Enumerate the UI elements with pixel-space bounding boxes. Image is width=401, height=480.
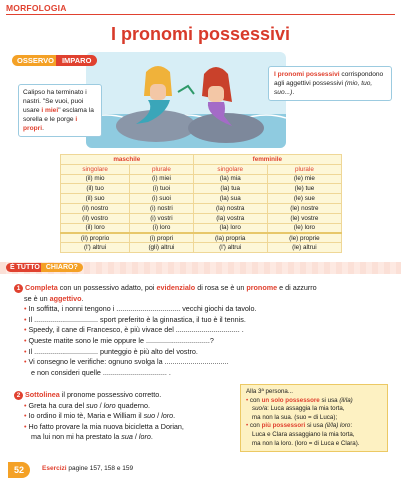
option-a[interactable]: sua: [121, 432, 133, 442]
rule-text: si usa: [319, 396, 340, 404]
table-row: [61, 194, 342, 204]
header-masculine: maschile: [61, 155, 194, 165]
rule-form: (il/la): [339, 396, 353, 404]
header-feminine: femminile: [193, 155, 341, 165]
table-cell: (i) propri: [130, 233, 193, 243]
list-item: • Greta ha cura del suo / loro quaderno.: [24, 400, 151, 410]
item-text: Queste matite sono le mie oppure le ................................?: [28, 335, 214, 345]
rule-line: Luca e Clara assaggiano la mia torta,: [252, 430, 355, 438]
header-singular: singolare: [61, 164, 130, 174]
note-left-text-2: " esclama la sorella e le porge: [23, 107, 94, 123]
list-item[interactable]: • In soffitta, i nonni tengono i ................................ vecchi giochi da tavolo.: [24, 304, 257, 314]
observe-badge: [12, 55, 97, 68]
mermaids-illustration: [86, 52, 286, 148]
exercises-reference[interactable]: [42, 465, 133, 472]
exercises-pages: pagine 157, 158 e 159: [66, 465, 134, 472]
table-cell: (i) tuoi: [130, 184, 193, 194]
table-row: [61, 203, 342, 213]
option-b[interactable]: loro: [103, 400, 116, 410]
table-cell: (il) nostro: [61, 203, 130, 213]
section-tag: MORFOLOGIA: [6, 3, 67, 13]
instr-verb: Sottolinea: [25, 390, 60, 399]
header-plural: plurale: [130, 164, 193, 174]
slash: /: [97, 400, 104, 410]
item-text: Vi consegno le verifiche: ognuno svolga la ................................: [28, 357, 229, 367]
option-a[interactable]: suo: [86, 400, 98, 410]
table-cell: (la) vostra: [193, 213, 267, 223]
rule-text: si usa: [305, 422, 325, 430]
table-row: [61, 174, 342, 184]
instr-text-2: di rosa se è un: [195, 283, 247, 292]
rule-keyword: più possessori: [261, 422, 306, 430]
note-left-highlight-1: i miei: [41, 107, 59, 114]
table-cell: (la) nostra: [193, 203, 267, 213]
note-left-text: Calipso ha terminato i nastri. "Se vuoi, puoi usare: [23, 89, 87, 114]
item-end: .: [150, 432, 153, 442]
table-cell: (il) tuo: [61, 184, 130, 194]
slash: /: [155, 411, 162, 421]
option-a[interactable]: suo: [143, 411, 156, 421]
mermaids-scene-svg: [86, 52, 286, 148]
rule-text: : Luca assaggia la mia torta,: [267, 405, 345, 413]
exercise-number: 1: [14, 284, 23, 293]
table-cell: (le) nostre: [267, 203, 341, 213]
table-cell: (il) mio: [61, 174, 130, 184]
instr-verb: Completa: [25, 283, 58, 292]
list-item[interactable]: • Il ................................ punteggio è più alto del vostro.: [24, 346, 198, 356]
rule-text: con: [249, 422, 262, 430]
instr-text-3: e di azzurro: [277, 283, 317, 292]
table-cell: (gli) altrui: [130, 243, 193, 253]
note-left-text-3: .: [42, 125, 44, 132]
check-badge: [6, 263, 83, 272]
table-cell: (l') altrui: [193, 243, 267, 253]
item-end: .: [173, 411, 176, 421]
check-label-1: È TUTTO: [6, 263, 44, 272]
definition-text: corrispondono agli aggettivi possessivi: [274, 71, 384, 87]
table-cell: (le) sue: [267, 194, 341, 204]
option-b[interactable]: loro: [138, 432, 151, 442]
list-item[interactable]: • Vi consegno le verifiche: ognuno svolga la ................................: [24, 357, 229, 367]
header-rule: [6, 14, 395, 15]
instr-keyword-2: aggettivo: [49, 293, 82, 303]
item-text: ma lui non mi ha prestato la: [31, 432, 122, 442]
table-cell: (l') altrui: [61, 243, 130, 253]
table-cell: (la) sua: [193, 194, 267, 204]
mermaid-right-body: [208, 86, 224, 102]
table-cell: (i) vostri: [130, 213, 193, 223]
rule-line: ma non la sua. (suo = di Luca);: [252, 413, 338, 421]
item-end: quaderno.: [115, 400, 151, 410]
rule-text: con: [249, 396, 262, 404]
item-text: Ho fatto provare la mia nuova bicicletta a Dorian,: [28, 421, 184, 431]
rule-line: [246, 405, 382, 414]
item-text: In soffitta, i nonni tengono i ................................ vecchi giochi da tavolo.: [28, 304, 257, 314]
item-text: e non consideri quelle ................................ .: [31, 367, 171, 377]
item-text: Greta ha cura del: [28, 400, 87, 410]
table-cell: (i) miei: [130, 174, 193, 184]
exercise-number: 2: [14, 391, 23, 400]
page-number: 52: [8, 462, 30, 478]
table-cell: (le) proprie: [267, 233, 341, 243]
table-cell: (il) proprio: [61, 233, 130, 243]
definition-highlight: I pronomi possessivi: [274, 71, 340, 78]
exercises-label: Esercizi: [42, 465, 67, 472]
page-footer: [0, 456, 401, 480]
item-text: Il ................................ punteggio è più alto del vostro.: [28, 346, 198, 356]
exercise-1-instruction: [14, 283, 394, 294]
instr-text: il pronome possessivo corretto.: [59, 390, 162, 399]
header-singular: singolare: [193, 164, 267, 174]
table-cell: (le) tue: [267, 184, 341, 194]
rock-right: [188, 113, 264, 143]
grammar-rule-box: [240, 384, 388, 452]
learn-label: IMPARO: [56, 55, 97, 66]
exercise-1-instruction-2: [14, 294, 394, 305]
speech-note-left: [18, 84, 102, 137]
rule-line: ma non la loro. (loro = di Luca e Clara).: [252, 439, 360, 447]
list-item[interactable]: • Queste matite sono le mie oppure le ................................?: [24, 335, 214, 345]
rule-form: suo/a: [252, 405, 268, 413]
item-text: Io ordino il mio tè, Maria e William il: [28, 411, 144, 421]
exercise-2: [14, 390, 239, 443]
table-row: [61, 243, 342, 253]
list-item: • Ho fatto provare la mia nuova bicicletta a Dorian,: [24, 421, 184, 431]
table-cell: (le) mie: [267, 174, 341, 184]
list-item[interactable]: • Il ................................ sport preferito è la ginnastica, il tuo è il tennis.: [24, 314, 246, 324]
exercise-2-instruction: [14, 390, 239, 401]
table-cell: (la) loro: [193, 223, 267, 233]
table-cell: (la) mia: [193, 174, 267, 184]
table-cell: (i) loro: [130, 223, 193, 233]
exercise-1: [14, 283, 394, 378]
table-row: [61, 223, 342, 233]
instr-text: con un possessivo adatto, poi: [57, 283, 157, 292]
pronouns-table: [60, 154, 342, 253]
table-cell: (il) suo: [61, 194, 130, 204]
table-row: [61, 213, 342, 223]
table-row: [61, 184, 342, 194]
rule-form: (il/la) loro: [324, 422, 351, 430]
table-group-header: [61, 155, 342, 165]
list-item-continuation[interactable]: [14, 368, 394, 379]
list-item[interactable]: • Speedy, il cane di Francesco, è più vivace del ................................ .: [24, 325, 244, 335]
rule-heading: Alla 3ª persona...: [246, 388, 294, 395]
list-item: • Io ordino il mio tè, Maria e William il suo / loro.: [24, 411, 176, 421]
instr-keyword: pronome: [246, 283, 278, 292]
note-left-highlight-2: i propri: [23, 116, 78, 132]
table-cell: (il) vostro: [61, 213, 130, 223]
instr-verb-2: evidenzialo: [156, 283, 196, 292]
observe-label: OSSERVO: [12, 55, 59, 66]
rule-line: • con un solo possessore si usa (il/la): [246, 396, 353, 404]
table-cell: (i) nostri: [130, 203, 193, 213]
definition-end: .: [292, 89, 295, 96]
table-cell: (le) altrui: [267, 243, 341, 253]
table-sub-header: [61, 164, 342, 174]
page-title: I pronomi possessivi: [110, 24, 291, 44]
section-header: [0, 0, 401, 16]
table-cell: (il) loro: [61, 223, 130, 233]
table-cell: (la) tua: [193, 184, 267, 194]
instr-end: .: [81, 293, 84, 303]
rule-text: :: [350, 422, 353, 430]
rule-line: • con più possessori si usa (il/la) loro:: [246, 422, 353, 430]
rule-keyword: un solo possessore: [261, 396, 320, 404]
item-text: Speedy, il cane di Francesco, è più vivace del ................................ .: [28, 325, 244, 335]
slash: /: [132, 432, 139, 442]
table-cell: (i) suoi: [130, 194, 193, 204]
table-row: [61, 233, 342, 243]
table-cell: (la) propria: [193, 233, 267, 243]
table-cell: (le) vostre: [267, 213, 341, 223]
list-item-continuation: [14, 432, 239, 443]
mermaid-left-body: [150, 84, 166, 100]
definition-examples: (mio, tuo, suo...): [274, 80, 373, 96]
option-b[interactable]: loro: [161, 411, 174, 421]
check-label-2: CHIARO?: [41, 263, 83, 272]
instr-text-4: se è un: [24, 293, 50, 303]
table-cell: (le) loro: [267, 223, 341, 233]
header-plural: plurale: [267, 164, 341, 174]
item-text: Il ................................ sport preferito è la ginnastica, il tuo è il tennis.: [28, 314, 246, 324]
definition-note: [268, 66, 392, 101]
ribbons: [178, 86, 194, 94]
